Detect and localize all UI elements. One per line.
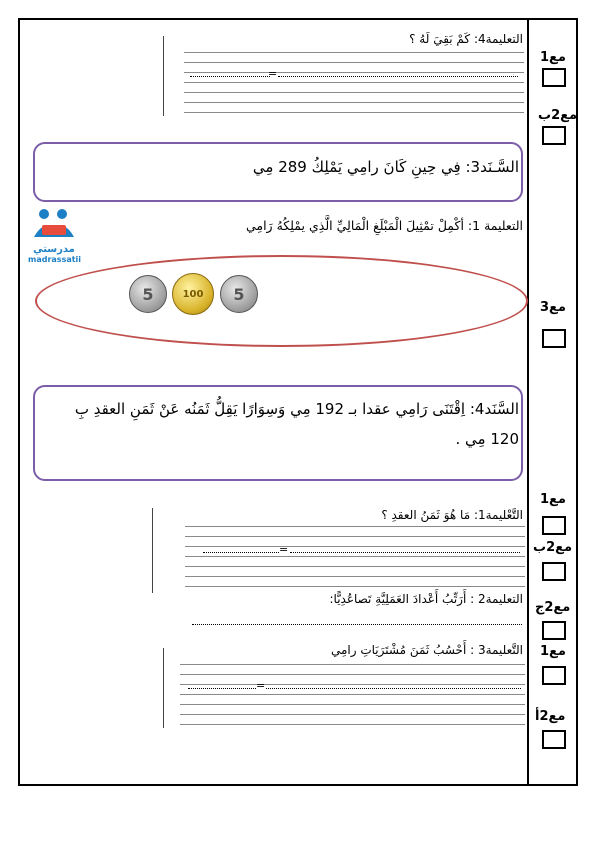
instruction-1: التعليمة 1: أكْمِلْ تمْثِيلَ الْمَبْلَغِ الْمَالِيِّ الَّذِي يمْلِكُهُ رَامِي xyxy=(245,218,523,233)
section2-instruction-1: التَّعْليمة1: مَا هُوَ ثَمَنُ العقدِ ؟ xyxy=(381,508,523,522)
instruction-4: التعليمة4: كَمْ بَقِيَ لَهُ ؟ xyxy=(409,32,523,46)
criterion-code-6: مع2ج xyxy=(535,600,571,615)
criterion-code-2: مع2ب xyxy=(538,108,578,123)
answer-grid-2 xyxy=(185,526,525,587)
criterion-code-7: مع1 xyxy=(540,644,566,659)
coins-ellipse[interactable] xyxy=(35,255,528,347)
section2-instruction-2: التعليمة2 : أَرَتِّبُ أَعْدادَ العَمَلِيَّةِ تَصاعُدِيًّا: xyxy=(329,592,523,606)
readers-icon xyxy=(28,207,80,241)
coin-5-left: 5 xyxy=(129,275,167,313)
answer-dots-3b[interactable] xyxy=(266,688,521,689)
equals-sign-1: = xyxy=(268,67,278,80)
document-4-line-1: السَّنَد4: اِقْتَنَى رَامِي عقدا بـ 192 مِي وَسِوَارًا يَقِلُّ ثَمَنُه عَنْ ثَمَنِ العقدِ بِ xyxy=(74,400,519,418)
criterion-code-1: مع1 xyxy=(540,50,566,65)
margin-line-3 xyxy=(163,648,164,728)
criterion-checkbox-4[interactable] xyxy=(542,516,566,535)
answer-dots-1a[interactable] xyxy=(190,76,270,77)
criterion-code-4: مع1 xyxy=(540,492,566,507)
criterion-checkbox-5[interactable] xyxy=(542,562,566,581)
criterion-code-8: مع2أ xyxy=(535,709,566,724)
logo-arabic: مدرستي xyxy=(33,244,75,255)
equals-sign-3: = xyxy=(256,679,266,692)
answer-grid-1 xyxy=(184,52,524,113)
margin-line-1 xyxy=(163,36,164,116)
criterion-checkbox-1[interactable] xyxy=(542,68,566,87)
criterion-checkbox-3[interactable] xyxy=(542,329,566,348)
equals-sign-2: = xyxy=(279,543,289,556)
margin-line-2 xyxy=(152,508,153,593)
sidebar-divider xyxy=(527,18,529,786)
answer-dots-ordering[interactable] xyxy=(192,624,522,625)
criterion-checkbox-6[interactable] xyxy=(542,621,566,640)
coin-100: 100 xyxy=(172,273,214,315)
answer-grid-3 xyxy=(180,664,525,725)
answer-dots-2b[interactable] xyxy=(290,552,520,553)
coin-5-right: 5 xyxy=(220,275,258,313)
answer-dots-2a[interactable] xyxy=(203,552,279,553)
document-3-text: السَّـنَد3: فِي حِينِ كَانَ رامِي يَمْلِكُ 289 مِي xyxy=(252,158,519,176)
criterion-checkbox-8[interactable] xyxy=(542,730,566,749)
section2-instruction-3: التَّعليمة3 : أَحْسُبُ ثَمَنَ مُشْتَرَيَاتِ رامِي xyxy=(330,643,523,657)
criterion-checkbox-7[interactable] xyxy=(542,666,566,685)
answer-dots-3a[interactable] xyxy=(188,688,256,689)
criterion-code-5: مع2ب xyxy=(533,540,573,555)
madrassatii-logo xyxy=(28,207,80,263)
logo-latin: madrassatii xyxy=(28,255,82,264)
answer-dots-1b[interactable] xyxy=(278,76,518,77)
document-4-line-2: 120 مِي . xyxy=(455,430,519,448)
criterion-code-3: مع3 xyxy=(540,300,566,315)
criterion-checkbox-2[interactable] xyxy=(542,126,566,145)
